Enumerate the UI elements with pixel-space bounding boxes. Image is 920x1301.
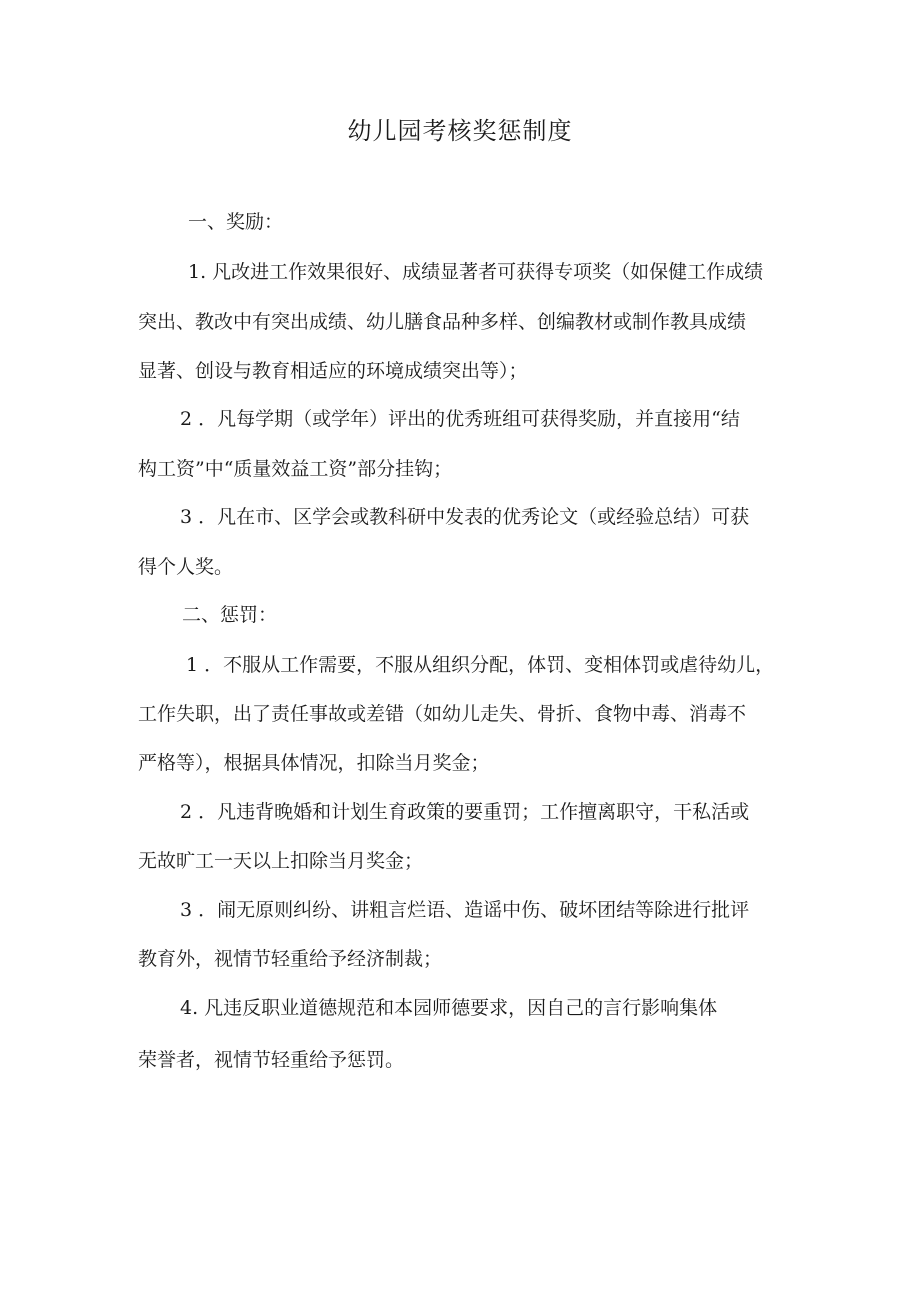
paragraph-line: 3 ．闹无原则纠纷、讲粗言烂语、造谣中伤、破坏团结等除进行批评 bbox=[180, 899, 750, 921]
paragraph-line: 严格等），根据具体情况，扣除当月奖金； bbox=[138, 752, 490, 774]
paragraph-line: 教育外，视情节轻重给予经济制裁； bbox=[138, 948, 443, 970]
paragraph-line: 突出、教改中有突出成绩、幼儿膳食品种多样、创编教材或制作教具成绩 bbox=[138, 311, 747, 333]
paragraph-line: 1. 凡改进工作效果很好、成绩显著者可获得专项奖（如保健工作成绩 bbox=[188, 261, 764, 283]
paragraph-line: 4. 凡违反职业道德规范和本园师德要求，因自己的言行影响集体 bbox=[180, 997, 718, 1019]
document-title: 幼儿园考核奖惩制度 bbox=[347, 117, 573, 145]
paragraph-line: 2 ．凡每学期（或学年）评出的优秀班组可获得奖励，并直接用“结 bbox=[180, 408, 740, 430]
paragraph-line: 3 ．凡在市、区学会或教科研中发表的优秀论文（或经验总结）可获 bbox=[180, 506, 750, 528]
paragraph-line: 构工资”中“质量效益工资”部分挂钩； bbox=[138, 458, 453, 480]
paragraph-line: 1 ．不服从工作需要，不服从组织分配，体罚、变相体罚或虐待幼儿， bbox=[186, 654, 775, 676]
paragraph-line: 无故旷工一天以上扣除当月奖金； bbox=[138, 850, 424, 872]
paragraph-line: 荣誉者，视情节轻重给予惩罚。 bbox=[138, 1049, 405, 1071]
paragraph-line: 得个人奖。 bbox=[138, 556, 234, 578]
section-heading-rewards: 一、奖励： bbox=[188, 211, 284, 233]
section-heading-penalties: 二、惩罚： bbox=[182, 604, 278, 626]
paragraph-line: 工作失职，出了责任事故或差错（如幼儿走失、骨折、食物中毒、消毒不 bbox=[138, 703, 747, 725]
paragraph-line: 2 ．凡违背晚婚和计划生育政策的要重罚；工作擅离职守，干私活或 bbox=[180, 801, 750, 823]
paragraph-line: 显著、创设与教育相适应的环境成绩突出等）； bbox=[138, 360, 528, 382]
